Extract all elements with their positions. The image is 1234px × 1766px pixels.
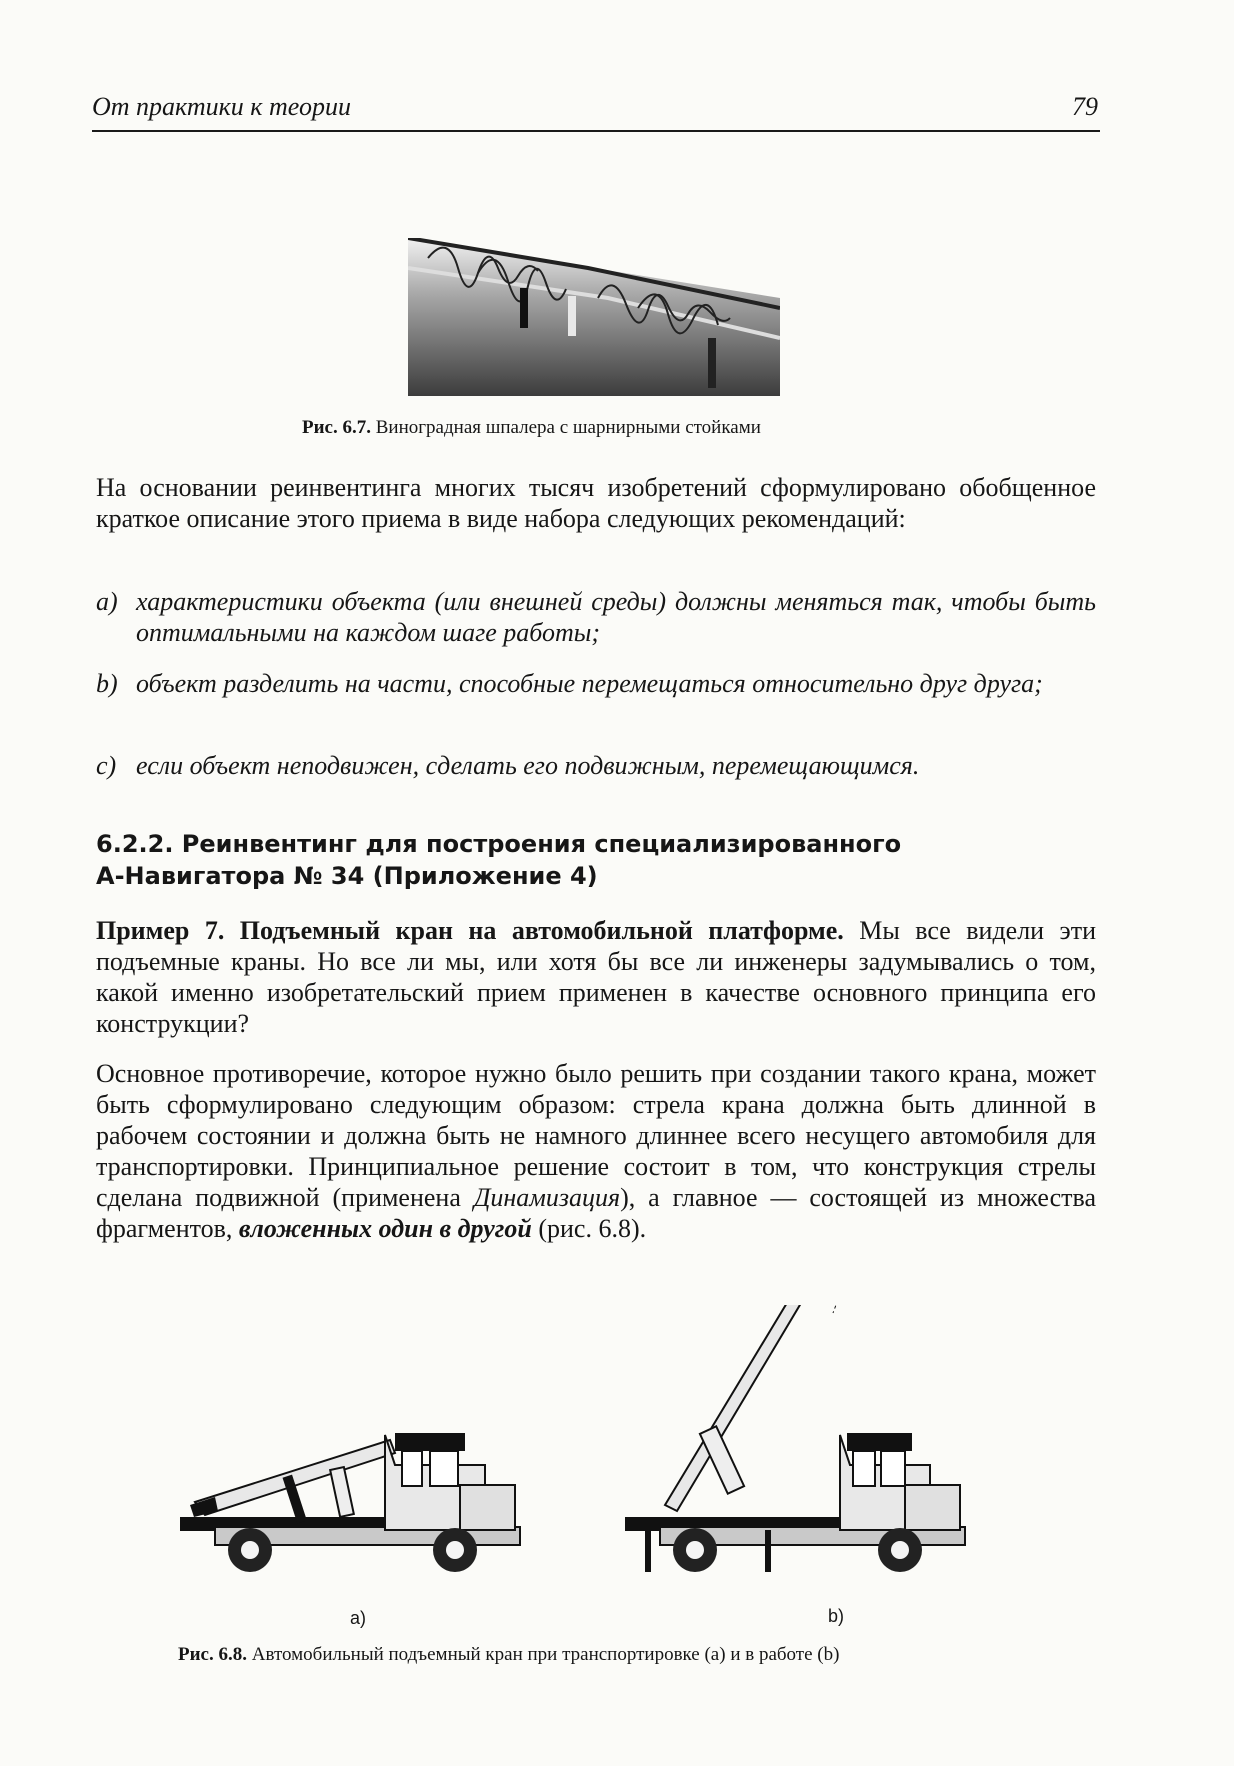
truck-crane-working [625,1305,965,1572]
contradiction-paragraph [96,1058,1096,1244]
list-item-a [96,586,1096,648]
truck-crane-transport [180,1433,520,1572]
figure-6-7-caption-label: Рис. 6.7. [302,417,371,438]
example-lead: Пример 7. Подъемный кран на автомобильной платформе. [96,916,844,945]
section-heading-line1: 6.2.2. Реинвентинг для построения специализированного [96,830,902,858]
running-title: От практики к теории [92,92,351,121]
example-paragraph [96,915,1096,1039]
list-item-c [96,750,1096,781]
header-rule [92,130,1100,132]
paragraph2-part3: (рис. 6.8). [531,1214,647,1243]
paragraph2-part2: ), а главное — состоящей из множества фрагментов, [96,1183,1096,1243]
paragraph2-bold-italic: вложенных один в другой [238,1214,532,1243]
figure-6-8-label-b: b) [828,1606,845,1626]
list-item-b [96,668,1096,699]
vineyard-trellis-photo [408,238,780,396]
figure-6-8-label-a: a) [350,1608,367,1628]
list-marker: a) [96,587,118,616]
list-marker: b) [96,669,118,698]
paragraph2-italic: Динамизация [473,1183,621,1212]
list-marker: c) [96,751,117,780]
figure-6-7-caption [302,417,761,439]
paragraph2-part1: Основное противоречие, которое нужно было решить при создании такого крана, может быть сформулировано следующим образом: стрела крана должна быть длинной в рабочем состоянии и должна быть не намного длиннее всего несущего автомобиля для транспортировки. Принципиальное решение состоит в том, что конструкция стрелы сделана подвижной (применена [96,1059,1096,1212]
figure-6-8-caption-text: Автомобильный подъемный кран при транспортировке (a) и в работе (b) [251,1644,840,1665]
intro-paragraph: На основании реинвентинга многих тысяч изобретений сформулировано обобщенное краткое описание этого приема в виде набора следующих рекомендаций: [96,473,1096,533]
section-heading-line2: А-Навигатора № 34 (Приложение 4) [96,862,598,890]
figure-6-8-caption [178,1644,839,1666]
list-text: характеристики объекта (или внешней среды) должны меняться так, чтобы быть оптимальными на каждом шаге работы; [136,587,1096,647]
figure-6-7-caption-text: Виноградная шпалера с шарнирными стойками [375,417,761,438]
figure-6-8-caption-label: Рис. 6.8. [178,1644,247,1665]
running-head [92,92,1098,122]
list-text: если объект неподвижен, сделать его подвижным, перемещающимся. [136,751,920,780]
example-text: Мы все видели эти подъемные краны. Но все ли мы, или хотя бы все ли инженеры задумывались о том, какой именно изобретательский прием применен в качестве основного принципа его конструкции? [96,916,1096,1038]
list-text: объект разделить на части, способные перемещаться относительно друг друга; [136,669,1043,698]
section-heading [96,828,1096,892]
page-number: 79 [1072,92,1098,121]
truck-crane-figure [170,1305,1070,1605]
